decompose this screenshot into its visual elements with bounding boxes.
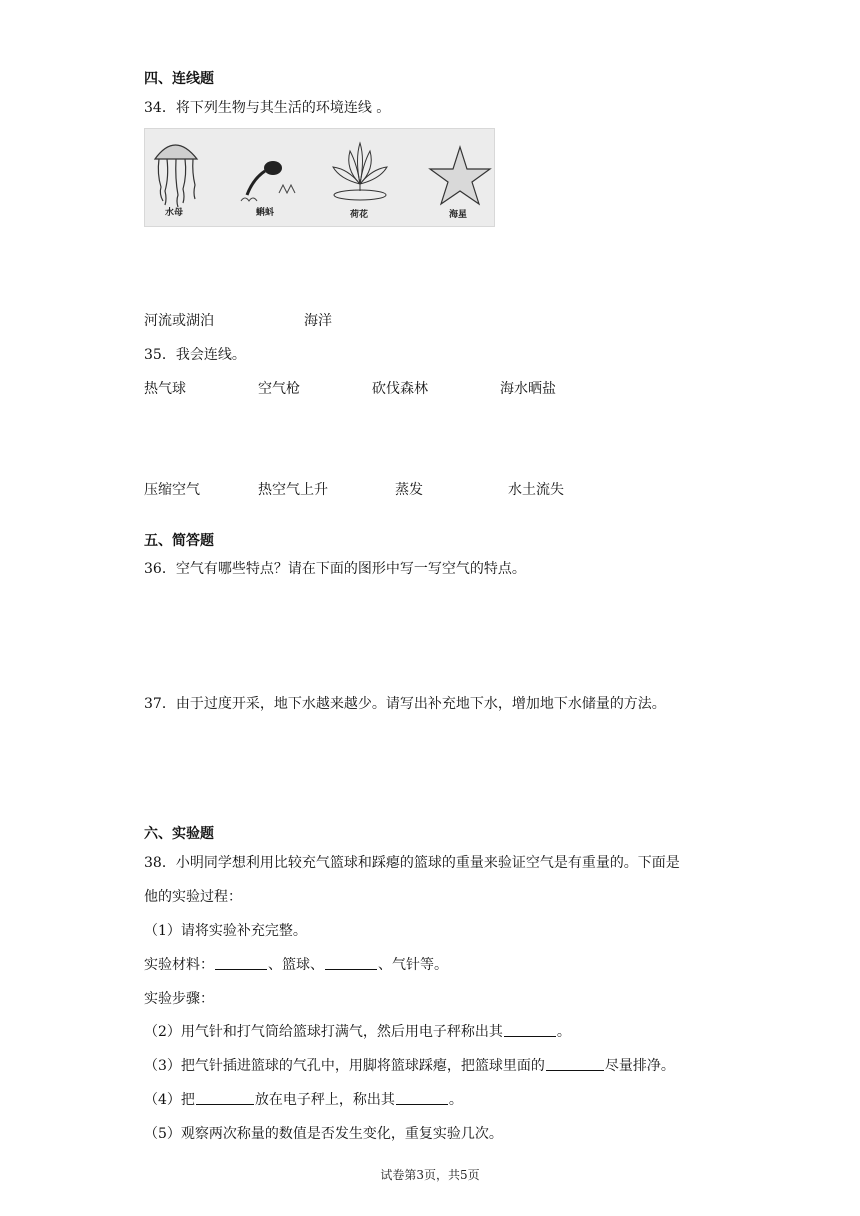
caption-tadpole: 蝌蚪 — [256, 208, 275, 218]
question-36: 36．空气有哪些特点？请在下面的图形中写一写空气的特点。 — [144, 561, 526, 577]
env-ocean: 海洋 — [304, 313, 332, 329]
organisms-drawing — [145, 129, 496, 228]
caption-starfish: 海星 — [449, 210, 468, 220]
steps-label: 实验步骤： — [144, 991, 214, 1007]
materials-text: 、篮球、 — [268, 957, 324, 973]
answer-blank[interactable] — [504, 1024, 556, 1037]
step-text: 。 — [556, 1024, 571, 1040]
step-3 — [144, 1055, 675, 1075]
match-item: 砍伐森林 — [372, 381, 428, 397]
question-37: 37．由于过度开采，地下水越来越少。请写出补充地下水，增加地下水储量的方法。 — [144, 696, 666, 712]
jellyfish-icon — [155, 145, 197, 207]
step-text: 放在电子秤上，称出其 — [254, 1092, 395, 1108]
step-text: （4）把 — [144, 1092, 195, 1108]
answer-blank[interactable] — [396, 1092, 448, 1105]
tadpole-icon — [241, 161, 295, 201]
match-item: 压缩空气 — [144, 482, 200, 498]
step-text: （2）用气针和打气筒给篮球打满气，然后用电子秤称出其 — [144, 1024, 503, 1040]
materials-line — [144, 954, 448, 974]
answer-blank[interactable] — [325, 957, 377, 970]
match-item: 空气枪 — [258, 381, 300, 397]
materials-text: 、气针等。 — [378, 957, 448, 973]
organisms-figure — [144, 128, 495, 227]
match-item: 热空气上升 — [258, 482, 328, 498]
match-item: 水土流失 — [508, 482, 564, 498]
step-text: 尽量排净。 — [604, 1058, 675, 1074]
answer-blank[interactable] — [546, 1058, 604, 1071]
lotus-icon — [333, 143, 387, 200]
step-text: 。 — [448, 1092, 463, 1108]
question-34: 34．将下列生物与其生活的环境连线 。 — [144, 100, 391, 116]
step-1: （1）请将实验补充完整。 — [144, 923, 307, 939]
starfish-icon — [430, 147, 490, 204]
section-heading-matching: 四、连线题 — [144, 71, 214, 87]
caption-jellyfish: 水母 — [165, 208, 184, 218]
step-text: （3）把气针插进篮球的气孔中，用脚将篮球踩瘪，把篮球里面的 — [144, 1058, 545, 1074]
step-2 — [144, 1021, 571, 1041]
page-footer: 试卷第3页，共5页 — [380, 1168, 480, 1182]
materials-label: 实验材料： — [144, 957, 214, 973]
env-river-lake: 河流或湖泊 — [144, 313, 214, 329]
step-4 — [144, 1089, 463, 1109]
caption-lotus: 荷花 — [350, 210, 369, 220]
answer-blank[interactable] — [215, 957, 267, 970]
section-heading-short-answer: 五、简答题 — [144, 533, 214, 549]
match-item: 海水晒盐 — [500, 381, 556, 397]
question-38-line2: 他的实验过程： — [144, 889, 242, 905]
match-item: 热气球 — [144, 381, 186, 397]
match-item: 蒸发 — [395, 482, 423, 498]
section-heading-experiment: 六、实验题 — [144, 826, 214, 842]
answer-blank[interactable] — [196, 1092, 254, 1105]
question-38-line1: 38．小明同学想利用比较充气篮球和踩瘪的篮球的重量来验证空气是有重量的。下面是 — [144, 855, 680, 871]
question-35: 35．我会连线。 — [144, 347, 246, 363]
step-5: （5）观察两次称量的数值是否发生变化，重复实验几次。 — [144, 1126, 503, 1142]
